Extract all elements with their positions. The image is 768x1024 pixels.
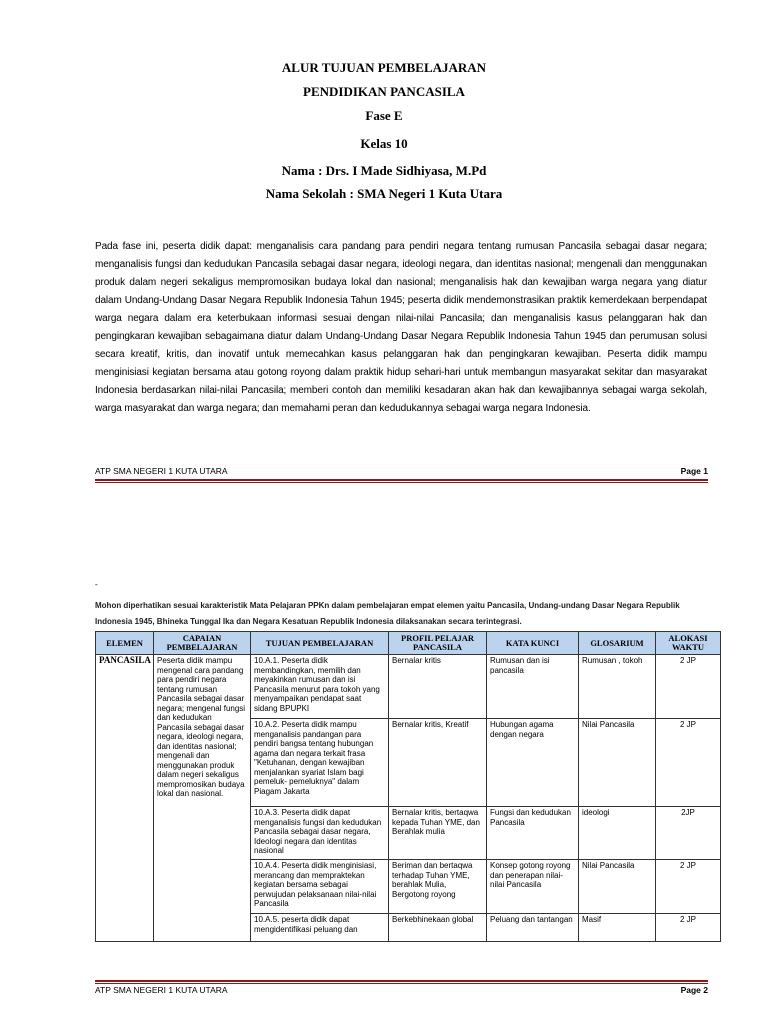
teacher-name: Nama : Drs. I Made Sidhiyasa, M.Pd (281, 163, 487, 178)
footer-school: ATP SMA NEGERI 1 KUTA UTARA (95, 985, 228, 995)
list-dash: - (95, 580, 98, 589)
atp-table (95, 631, 721, 942)
footer-rule-thin (95, 983, 708, 984)
element-cell: PANCASILA (96, 655, 154, 942)
title-line-1: ALUR TUJUAN PEMBELAJARAN (281, 60, 487, 75)
kata-kunci-cell: Hubungan agama dengan negara (487, 719, 579, 807)
footer-page-number: Page 2 (680, 985, 708, 995)
tujuan-cell: 10.A.5. peserta didik dapat mengidentifikasi peluang dan (251, 914, 389, 942)
col-header: TUJUAN PEMBELAJARAN (251, 632, 389, 655)
footer-rule-thin (95, 482, 708, 483)
alokasi-cell: 2 JP (656, 914, 721, 942)
alokasi-cell: 2 JP (656, 860, 721, 914)
glosarium-cell: Nilai Pancasila (579, 719, 656, 807)
glosarium-cell: Masif (579, 914, 656, 942)
phase-label: Fase E (365, 108, 403, 123)
profil-cell: Bernalar kritis, Kreatif (389, 719, 487, 807)
intro-paragraph: Pada fase ini, peserta didik dapat: menganalisis cara pandang para pendiri negara tentang rumusan Pancasila sebagai dasar negara; menganalisis fungsi dan kedudukan Pancasila sebagai dasar negara, ideologi negara, dan identitas nasional; mengenali dan menggunakan produk dalam negeri sekaligus mempromosikan budaya lokal dan nasional; menganalisis hak dan kewajiban warga negara yang diatur dalam Undang-Undang Dasar Negara Republik Indonesia Tahun 1945; peserta didik mendemonstrasikan praktik kemerdekaan berpendapat warga negara dalam era keterbukaan informasi sesuai dengan nilai-nilai Pancasila; dan menganalisis kasus pelanggaran hak dan pengingkaran kewajiban sebagaimana diatur dalam Undang-Undang Dasar Negara Republik Indonesia Tahun 1945 dan perumusan solusi secara kreatif, kritis, dan inovatif untuk memecahkan kasus pelanggaran hak dan pengingkaran kewajiban. Peserta didik mampu menginisiasi kegiatan bersama atau gotong royong dalam praktik hidup sehari-hari untuk membangun masyarakat sekitar dan masyarakat Indonesia berdasarkan nilai-nilai Pancasila; memberi contoh dan memiliki kesadaran akan hak dan kewajibannya sebagai warga sekolah, warga masyarakat dan warga negara; dan memahami peran dan kedudukannya sebagai warga negara Indonesia. (95, 241, 707, 414)
col-header: ALOKASI WAKTU (656, 632, 721, 655)
kata-kunci-cell: Peluang dan tantangan (487, 914, 579, 942)
glosarium-cell: Nilai Pancasila (579, 860, 656, 914)
alokasi-cell: 2JP (656, 807, 721, 860)
profil-cell: Bernalar kritis (389, 655, 487, 719)
profil-cell: Beriman dan bertaqwa terhadap Tuhan YME, berahlak Mulia, Bergotong royong (389, 860, 487, 914)
col-header: CAPAIAN PEMBELAJARAN (154, 632, 251, 655)
footer-page-number: Page 1 (680, 466, 708, 476)
integration-note: Mohon diperhatikan sesuai karakteristik Mata Pelajaran PPKn dalam pembelajaran empat elemen yaitu Pancasila, Undang-undang Dasar Negara Republik Indonesia 1945, Bhineka Tunggal Ika dan Negara Kesatuan Republik Indonesia dilaksanakan secara terintegrasi. (95, 601, 680, 626)
kata-kunci-cell: Rumusan dan isi pancasila (487, 655, 579, 719)
school-name: Nama Sekolah : SMA Negeri 1 Kuta Utara (265, 186, 503, 201)
grade-label: Kelas 10 (360, 136, 408, 151)
col-header: KATA KUNCI (487, 632, 579, 655)
footer-school: ATP SMA NEGERI 1 KUTA UTARA (95, 466, 228, 476)
footer-rule (95, 479, 708, 481)
tujuan-cell: 10.A.3. Peserta didik dapat menganalisis fungsi dan kedudukan Pancasila sebagai dasar negara, Ideologi negara dan identitas nasional (251, 807, 389, 860)
kata-kunci-cell: Fungsi dan kedudukan Pancasila (487, 807, 579, 860)
alokasi-cell: 2 JP (656, 655, 721, 719)
alokasi-cell: 2 JP (656, 719, 721, 807)
table-row (96, 655, 721, 719)
table-header-row (96, 632, 721, 655)
footer-rule (95, 980, 708, 982)
col-header: ELEMEN (96, 632, 154, 655)
glosarium-cell: ideologi (579, 807, 656, 860)
kata-kunci-cell: Konsep gotong royong dan penerapan nilai-nilai Pancasila (487, 860, 579, 914)
title-line-2: PENDIDIKAN PANCASILA (303, 84, 465, 99)
tujuan-cell: 10.A.2. Peserta didik mampu menganalisis pandangan para pendiri bangsa tentang hubungan agama dan negara terkait frasa "Ketuhanan, dengan kewajiban menjalankan syariat Islam bagi pemeluk- pemeluknya" dalam Piagam Jakarta (251, 719, 389, 807)
tujuan-cell: 10.A.1. Peserta didik membandingkan, memilih dan meyakinkan rumusan dan isi Pancasila menurut para tokoh yang menyampaikan pendapat saat sidang BPUPKI (251, 655, 389, 719)
glosarium-cell: Rumusan , tokoh (579, 655, 656, 719)
col-header: PROFIL PELAJAR PANCASILA (389, 632, 487, 655)
tujuan-cell: 10.A.4. Peserta didik menginisiasi, merancang dan mempraktekan kegiatan bersama sebagai perwujudan pelaksanaan nilai-nilai Pancasila (251, 860, 389, 914)
profil-cell: Berkebhinekaan global (389, 914, 487, 942)
profil-cell: Bernalar kritis, bertaqwa kepada Tuhan YME, dan Berahlak mulia (389, 807, 487, 860)
col-header: GLOSARIUM (579, 632, 656, 655)
capaian-cell: Peserta didik mampu mengenal cara pandang para pendiri negara tentang rumusan Pancasila sebagai dasar negara; mengenal fungsi dan kedudukan Pancasila sebagai dasar negara, ideologi negara, dan identitas nasional; mengenali dan menggunakan produk dalam negeri sekaligus mempromosikan budaya lokal dan nasional. (154, 655, 251, 942)
